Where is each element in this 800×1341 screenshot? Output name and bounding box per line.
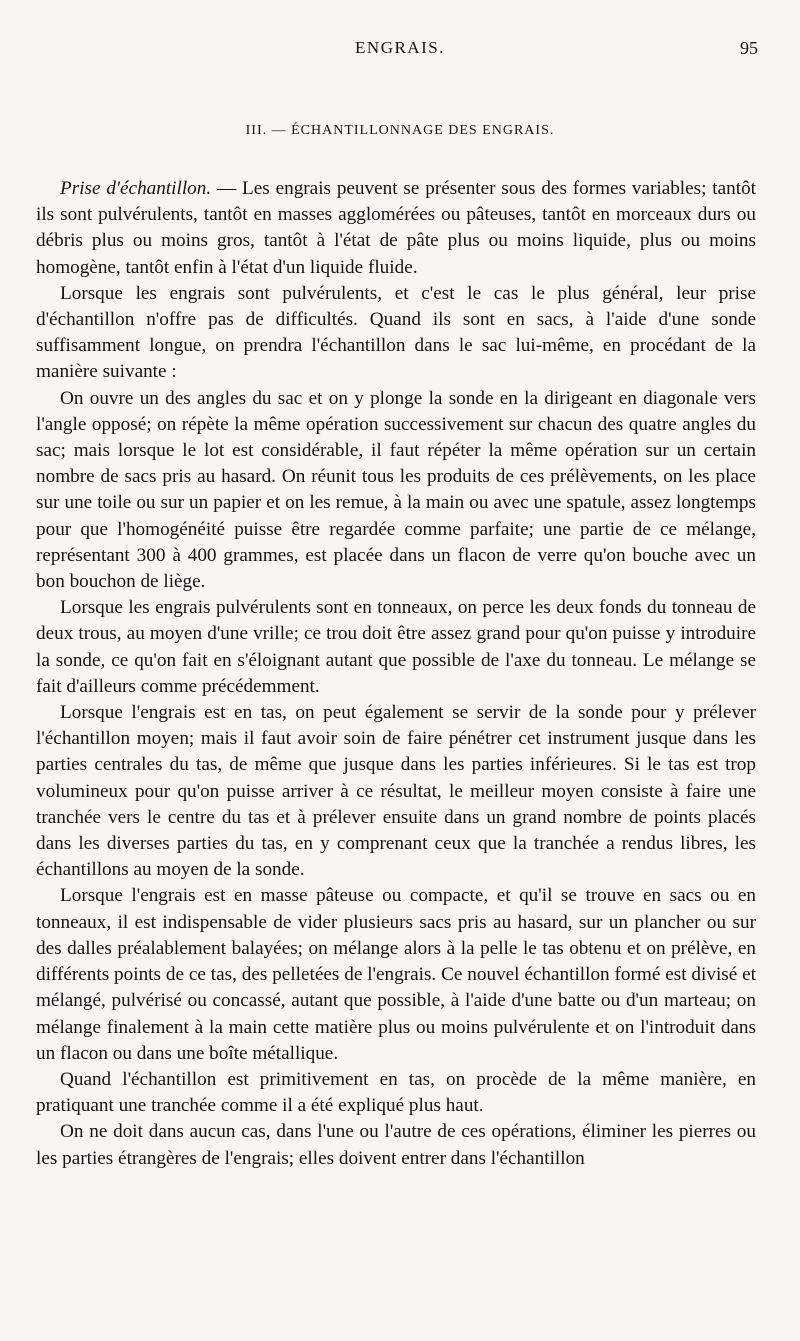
paragraph: Lorsque l'engrais est en masse pâteuse ou compacte, et qu'il se trouve en sacs ou en tonneaux, il est indispensable de vider plusieurs sacs pris au hasard, sur un plancher ou sur des dalles préalablement balayées; on mélange alors à la pelle le tas obtenu et on prélève, en différents points de ce tas, des pelletées de l'engrais. Ce nouvel échantillon formé est divisé et mélangé, pulvérisé ou concassé, autant que possible, à l'aide d'une batte ou d'un marteau; on mélange finalement à la main cette matière plus ou moins pulvérulente et on l'introduit dans un flacon ou dans une boîte métallique. [36, 885, 756, 1064]
paragraph: Lorsque les engrais pulvérulents sont en tonneaux, on perce les deux fonds du tonneau de deux trous, au moyen d'une vrille; ce trou doit être assez grand pour qu'on puisse y introduire la sonde, ce qu'on fait en s'éloignant autant que possible de l'axe du tonneau. Le mélange se fait d'ailleurs comme précédemment. [36, 597, 756, 697]
running-title: ENGRAIS. [355, 38, 445, 57]
body-text [36, 176, 756, 1172]
paragraph: On ne doit dans aucun cas, dans l'une ou l'autre de ces opérations, éliminer les pierres ou les parties étrangères de l'engrais; elles doivent entrer dans l'échantillon [36, 1121, 756, 1169]
paragraph: Lorsque l'engrais est en tas, on peut également se servir de la sonde pour y prélever l'échantillon moyen; mais il faut avoir soin de faire pénétrer cet instrument jusque dans les parties centrales du tas, de même que jusque dans les parties inférieures. Si le tas est trop volumineux pour qu'on puisse arriver à ce résultat, le meilleur moyen consiste à faire une tranchée vers le centre du tas et à prélever ensuite dans un grand nombre de points placés dans les diverses parties du tas, en y comprenant ceux que la tranchée a rendus libres, les échantillons au moyen de la sonde. [36, 702, 756, 881]
paragraph: Lorsque les engrais sont pulvérulents, et c'est le cas le plus général, leur prise d'échantillon n'offre pas de difficultés. Quand ils sont en sacs, à l'aide d'une sonde suffisamment longue, on prendra l'échantillon dans le sac lui-même, en procédant de la manière suivante : [36, 282, 756, 383]
paragraph: On ouvre un des angles du sac et on y plonge la sonde en la dirigeant en diagonale vers l'angle opposé; on répète la même opération successivement sur chacun des quatre angles du sac; mais lorsque le lot est considérable, il faut répéter la même opération sur un certain nombre de sacs pris au hasard. On réunit tous les produits de ces prélèvements, on les place sur une toile ou sur un papier et on les remue, à la main ou avec une spatule, assez longtemps pour que l'homogénéité puisse être regardée comme parfaite; une partie de ce mélange, représentant 300 à 400 grammes, est placée dans un flacon de verre qu'on bouche avec un bon bouchon de liège. [36, 387, 756, 593]
paragraph [36, 176, 756, 281]
paragraph-lead-in: Prise d'échantillon. [60, 178, 212, 199]
running-head [0, 38, 800, 64]
paragraph-text: — Les engrais peuvent se présenter sous des formes variables; tantôt ils sont pulvérulents, tantôt en masses agglomérées ou pâteuses, tantôt en morceaux durs ou débris plus ou moins gros, tantôt à l'état de pâte plus ou moins liquide, plus ou moins homogène, tantôt enfin à l'état d'un liquide fluide. [36, 178, 756, 278]
section-heading: III. — ÉCHANTILLONNAGE DES ENGRAIS. [245, 123, 555, 138]
paragraph: Quand l'échantillon est primitivement en tas, on procède de la même manière, en pratiquant une tranchée comme il a été expliqué plus haut. [36, 1068, 756, 1117]
page-number: 95 [740, 38, 758, 58]
